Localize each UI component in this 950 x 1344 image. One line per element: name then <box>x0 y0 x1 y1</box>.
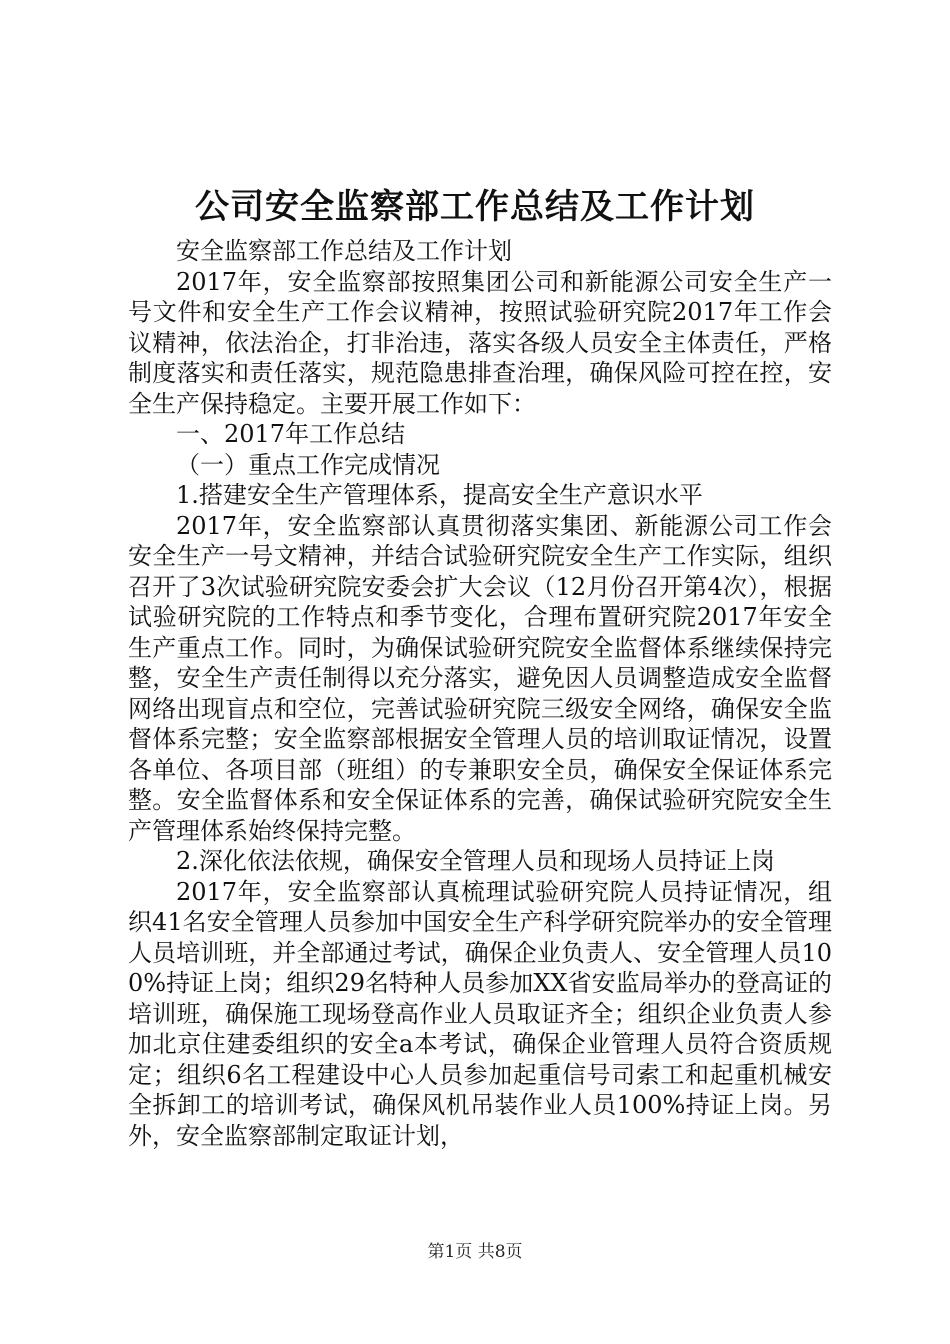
subsection-heading: （一）重点工作完成情况 <box>176 450 440 479</box>
item-body-1: 2017年，安全监察部认真贯彻落实集团、新能源公司工作会安全生产一号文精神，并结合试验研究院安全生产工作实际，组织召开了3次试验研究院安委会扩大会议（12月份召开第4次），根据试验研究院的工作特点和季节变化，合理布置研究院2017年安全生产重点工作。同时，为确保试验研究院安全监督体系继续保持完整，安全生产责任制得以充分落实，避免因人员调整造成安全监督网络出现盲点和空位，完善试验研究院三级安全网络，确保安全监督体系完整；安全监察部根据安全管理人员的培训取证情况，设置各单位、各项目部（班组）的专兼职安全员，确保安全保证体系完整。安全监督体系和安全保证体系的完善，确保试验研究院安全生产管理体系始终保持完整。 <box>128 511 832 845</box>
item-body-2: 2017年，安全监察部认真梳理试验研究院人员持证情况，组织41名安全管理人员参加中国安全生产科学研究院举办的安全管理人员培训班，并全部通过考试，确保企业负责人、安全管理人员100%持证上岗；组织29名特种人员参加XX省安监局举办的登高证的培训班，确保施工现场登高作业人员取证齐全；组织企业负责人参加北京住建委组织的安全a本考试，确保企业管理人员符合资质规定；组织6名工程建设中心人员参加起重信号司索工和起重机械安全拆卸工的培训考试，确保风机吊装作业人员100%持证上岗。另外，安全监察部制定取证计划， <box>128 877 832 1150</box>
document-title: 公司安全监察部工作总结及工作计划 <box>195 187 755 227</box>
section-heading: 一、2017年工作总结 <box>176 420 406 448</box>
paragraph-intro: 2017年，安全监察部按照集团公司和新能源公司安全生产一号文件和安全生产工作会议精神，按照试验研究院2017年工作会议精神，依法治企，打非治违，落实各级人员安全主体责任，严格制度落实和责任落实，规范隐患排查治理，确保风险可控在控，安全生产保持稳定。主要开展工作如下： <box>128 267 832 418</box>
item-heading-2: 2.深化依法依规，确保安全管理人员和现场人员持证上岗 <box>176 847 775 875</box>
page-footer: 第1页 共8页 <box>427 1242 523 1262</box>
item-heading-1: 1.搭建安全生产管理体系，提高安全生产意识水平 <box>176 481 703 509</box>
document-body <box>128 236 832 1151</box>
paragraph-subtitle: 安全监察部工作总结及工作计划 <box>176 237 512 265</box>
